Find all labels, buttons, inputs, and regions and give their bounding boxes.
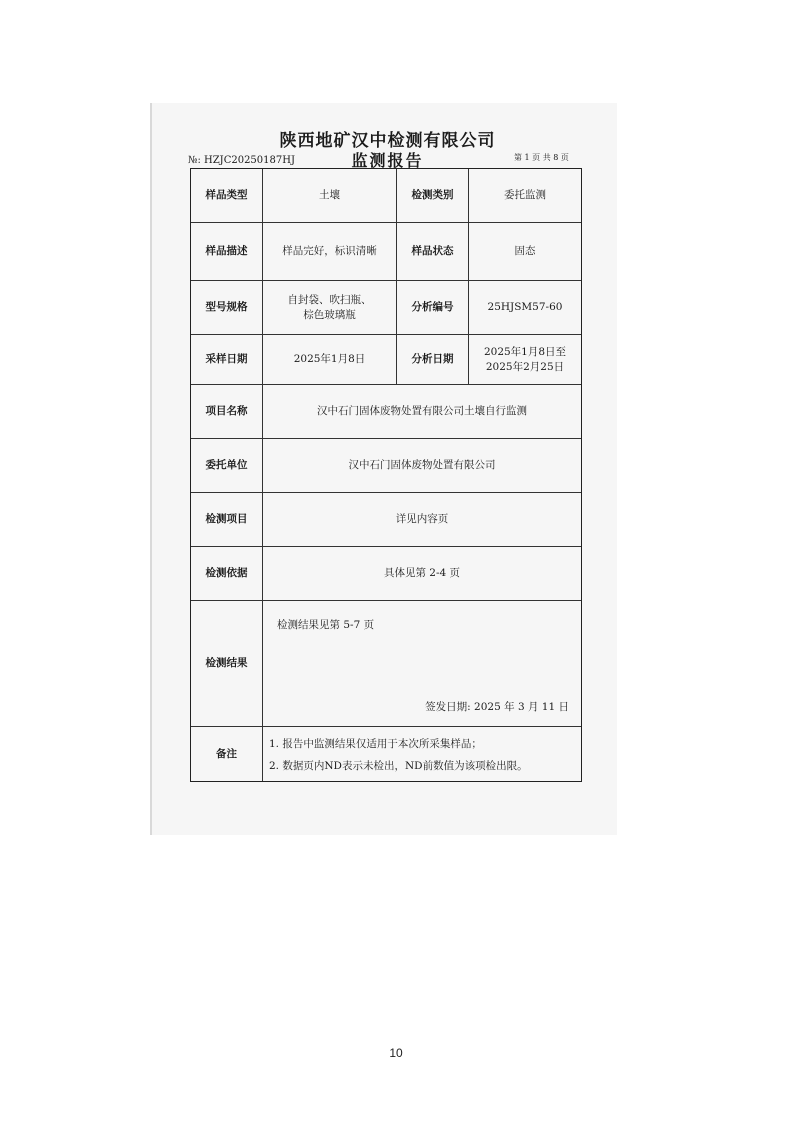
label-model-spec: 型号规格: [191, 281, 263, 335]
model-spec-line2: 棕色玻璃瓶: [303, 308, 356, 321]
label-test-items: 检测项目: [191, 493, 263, 547]
report-form: [190, 168, 582, 782]
label-analysis-date: 分析日期: [397, 335, 469, 385]
page-count: 第 1 页 共 8 页: [514, 153, 569, 162]
remark-line-1: 1. 报告中监测结果仅适用于本次所采集样品；: [269, 738, 482, 750]
report-title: 监测报告: [351, 151, 424, 170]
label-client: 委托单位: [191, 439, 263, 493]
value-test-basis: 具体见第 2-4 页: [263, 547, 581, 601]
value-test-category: 委托监测: [469, 169, 581, 223]
value-project-name: 汉中石门固体废物处置有限公司土壤自行监测: [263, 385, 581, 439]
value-remarks: [263, 727, 581, 781]
sign-date: 签发日期: 2025 年 3 月 11 日: [425, 701, 569, 713]
value-client: 汉中石门固体废物处置有限公司: [263, 439, 581, 493]
label-sample-state: 样品状态: [397, 223, 469, 281]
company-name: 陕西地矿汉中检测有限公司: [279, 131, 496, 151]
remark-line-2: 2. 数据页内ND表示未检出，ND前数值为该项检出限。: [269, 760, 528, 772]
page-number: 10: [389, 1046, 403, 1060]
label-sample-type: 样品类型: [191, 169, 263, 223]
value-sampling-date: 2025年1月8日: [263, 335, 397, 385]
value-analysis-no: 25HJSM57-60: [469, 281, 581, 335]
label-remarks: 备注: [191, 727, 263, 781]
label-test-basis: 检测依据: [191, 547, 263, 601]
test-result-text: 检测结果见第 5-7 页: [277, 619, 375, 631]
value-sample-desc: 样品完好，标识清晰: [263, 223, 397, 281]
value-sample-state: 固态: [469, 223, 581, 281]
label-sampling-date: 采样日期: [191, 335, 263, 385]
label-test-result: 检测结果: [191, 601, 263, 727]
analysis-date-line2: 2025年2月25日: [485, 360, 565, 373]
value-test-result: [263, 601, 581, 727]
value-analysis-date: [469, 335, 581, 385]
value-test-items: 详见内容页: [263, 493, 581, 547]
scan-edge: [150, 103, 152, 835]
label-analysis-no: 分析编号: [397, 281, 469, 335]
value-model-spec: [263, 281, 397, 335]
analysis-date-line1: 2025年1月8日至: [483, 345, 567, 358]
model-spec-line1: 自封袋、吹扫瓶、: [287, 293, 372, 306]
label-project-name: 项目名称: [191, 385, 263, 439]
report-number: №: HZJC20250187HJ: [188, 155, 295, 166]
label-sample-desc: 样品描述: [191, 223, 263, 281]
label-test-category: 检测类别: [397, 169, 469, 223]
value-sample-type: 土壤: [263, 169, 397, 223]
